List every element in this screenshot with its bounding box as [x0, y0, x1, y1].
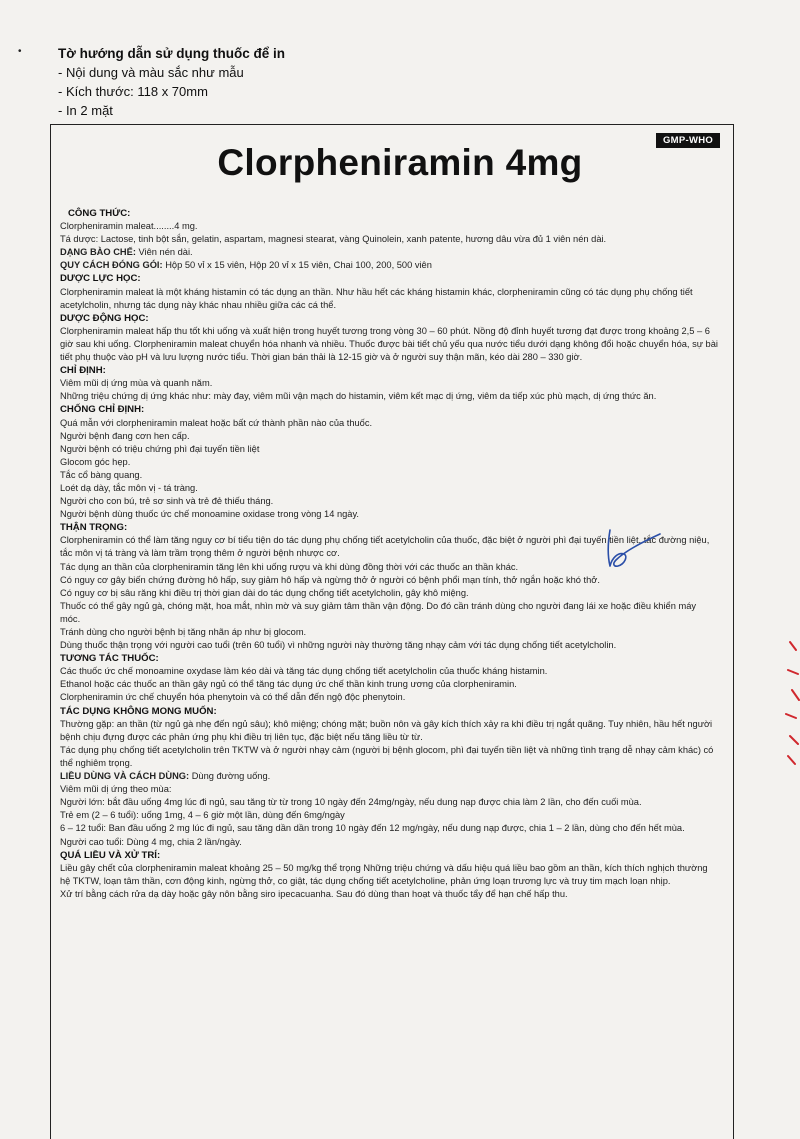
text-line: Ethanol hoặc các thuốc an thần gây ngủ có thể tăng tác dụng ức chế thần kinh trung ương của clorpheniramin.	[60, 679, 517, 690]
text-line: Glocom góc hẹp.	[60, 456, 131, 467]
text-line: tiết phụ thuộc vào pH và lưu lượng nước tiểu. Thời gian bán thải là 12-15 giờ và ở người suy thận mãn, kéo dài 280 – 330 giờ.	[60, 352, 583, 363]
text-line: Người lớn: bắt đầu uống 4mg lúc đi ngủ, sau tăng từ từ trong 10 ngày đến 24mg/ngày, nếu dung nạp được chia làm 2 lần, cho đến cuối mùa.	[60, 797, 642, 808]
red-edge-mark	[780, 640, 800, 770]
print-note-title: Tờ hướng dẫn sử dụng thuốc để in	[58, 46, 285, 61]
text-line: Clorpheniramin maleat hấp thu tốt khi uống và xuất hiện trong huyết tương trong vòng 30 – 60 phút. Nồng độ đỉnh huyết tương đạt được trong khoảng 2,5 – 6	[60, 325, 710, 336]
heading-tuong-tac: TƯƠNG TÁC THUỐC:	[60, 653, 159, 665]
text-line: Viêm mũi dị ứng theo mùa:	[60, 784, 172, 795]
gmp-badge: GMP-WHO	[656, 133, 720, 148]
heading-tac-dung-khong-mong-muon: TÁC DỤNG KHÔNG MONG MUỐN:	[60, 705, 217, 717]
heading-duoc-dong-hoc: DƯỢC ĐỘNG HỌC:	[60, 312, 149, 324]
product-title: Clorpheniramin 4mg	[217, 142, 583, 183]
handwritten-signature	[598, 522, 668, 572]
text-line: giờ sau khi uống. Clorpheniramin maleat chuyển hóa nhanh và nhiều. Thuốc được bài tiết chủ yếu qua nước tiểu dưới dạng không đổi hoặc chuyển hóa, sự bài	[60, 338, 718, 349]
text-line: móc.	[60, 613, 81, 624]
text-line: Tác dụng an thần của clorpheniramin tăng lên khi uống rượu và khi dùng đồng thời với các thuốc an thần khác.	[60, 561, 519, 572]
print-note-line: - In 2 mặt	[58, 103, 113, 118]
quy-cach-row	[60, 259, 730, 272]
text-line: Người cho con bú, trẻ sơ sinh và trẻ đẻ thiếu tháng.	[60, 496, 274, 507]
dot-mark: •	[18, 46, 22, 57]
heading-qua-lieu: QUÁ LIỀU VÀ XỬ TRÍ:	[60, 849, 161, 861]
quy-cach-text: Hộp 50 vỉ x 15 viên, Hộp 20 vỉ x 15 viên, Chai 100, 200, 500 viên	[162, 260, 432, 271]
text-line: Những triệu chứng dị ứng khác như: mày đay, viêm mũi vận mạch do histamin, viêm kết mạc dị ứng, viêm da tiếp xúc phù mạch, dị ứng thức ăn.	[60, 391, 657, 402]
text-line: Người bệnh dùng thuốc ức chế monoamine oxidase trong vòng 14 ngày.	[60, 509, 360, 520]
text-line: Thường gặp: an thần (từ ngủ gà nhẹ đến ngủ sâu); khô miệng; chóng mặt; buồn nôn và gây kích thích xảy ra khi điều trị ngắt quãng. Tuy nhiên, hầu hết người	[60, 718, 713, 729]
heading-quy-cach: QUY CÁCH ĐÓNG GÓI:	[60, 260, 163, 271]
text-line: Loét dạ dày, tắc môn vị - tá tràng.	[60, 482, 198, 493]
text-line: Dùng thuốc thận trọng với người cao tuổi (trên 60 tuổi) vì những người này thường tăng nhạy cảm với tác dụng chống tiết acetylcholin.	[60, 640, 617, 651]
heading-cong-thuc: CÔNG THỨC:	[68, 208, 131, 219]
heading-duoc-luc-hoc: DƯỢC LỰC HỌC:	[60, 273, 141, 285]
text-line: Clorpheniramin ức chế chuyển hóa phenytoin và có thể dẫn đến ngộ độc phenytoin.	[60, 692, 406, 703]
lieu-dung-text: Dùng đường uống.	[189, 771, 271, 782]
text-line: Tá dược: Lactose, tinh bột sắn, gelatin, aspartam, magnesi stearat, vàng Quinolein, xanh patente, hương dâu vừa đủ 1 viên nén dài.	[60, 234, 607, 245]
text-line: Người bệnh có triệu chứng phì đại tuyến tiền liệt	[60, 443, 260, 454]
text-line: Clorpheniramin có thể làm tăng nguy cơ bí tiểu tiện do tác dụng phụ chống tiết acetylcholin của thuốc, đặc biệt ở người phì đại tuyến tiền liệt, tắc đường niệu,	[60, 535, 710, 546]
text-line: Người cao tuổi: Dùng 4 mg, chia 2 lần/ngày.	[60, 836, 242, 847]
dang-bao-che-row	[60, 246, 730, 259]
text-line: Clorpheniramin maleat........4 mg.	[60, 221, 198, 232]
text-line: Tác dụng phụ chống tiết acetylcholin trên TKTW và ở người nhạy cảm (người bị bệnh glocom, phì đại tuyến tiền liệt và những tình trạng dễ nhạy cảm khác) có	[60, 744, 714, 755]
text-line: bệnh chịu đựng được các phản ứng phụ khi điều trị liên tục, đặc biệt nếu tăng liều từ từ.	[60, 731, 423, 742]
text-line: Thuốc có thể gây ngủ gà, chóng mặt, hoa mắt, nhìn mờ và suy giảm tâm thần vận động. Do đó cần tránh dùng cho người đang lái xe hoặc điều khiển máy	[60, 600, 697, 611]
text-line: Xử trí bằng cách rửa dạ dày hoặc gây nôn bằng siro ipecacuanha. Sau đó dùng than hoạt và thuốc tẩy để hạn chế hấp thu.	[60, 888, 568, 899]
text-line: acetylcholin, nhưng tác dụng này khác nhau nhiều giữa các cá thể.	[60, 299, 337, 310]
text-line: Người bệnh đang cơn hen cấp.	[60, 430, 190, 441]
text-line: Viêm mũi dị ứng mùa và quanh năm.	[60, 378, 213, 389]
text-line: 6 – 12 tuổi: Ban đầu uống 2 mg lúc đi ngủ, sau tăng dần dần trong 10 ngày đến 12 mg/ngày, nếu dung nạp được, chia 1 – 2 lần, dùng cho đến hết mùa.	[60, 823, 685, 834]
text-line: hệ TKTW, loạn tâm thần, cơn động kinh, ngừng thở, co giật, tác dụng chống tiết acetylcholine, phản ứng loạn trương lực và truy tim mạch loạn nhịp.	[60, 875, 671, 886]
text-line: Tránh dùng cho người bệnh bị tăng nhãn áp như bị glocom.	[60, 627, 307, 637]
print-note-line: - Nội dung và màu sắc như mẫu	[58, 65, 244, 80]
text-line: tắc môn vị tá tràng và làm trầm trọng thêm ở người bệnh nhược cơ.	[60, 548, 340, 559]
text-line: thể nghiêm trọng.	[60, 757, 133, 768]
print-note-line: - Kích thước: 118 x 70mm	[58, 84, 208, 99]
heading-than-trong: THẬN TRỌNG:	[60, 522, 128, 534]
print-note	[58, 44, 285, 120]
text-line: Có nguy cơ gây biến chứng đường hô hấp, suy giảm hô hấp và ngừng thở ở người có bệnh phổi mạn tính, thở ngắn hoặc khó thở.	[60, 574, 600, 585]
text-line: Các thuốc ức chế monoamine oxydase làm kéo dài và tăng tác dụng chống tiết acetylcholin của thuốc kháng histamin.	[60, 666, 548, 677]
dang-bao-che-text: Viên nén dài.	[135, 247, 193, 258]
heading-chi-dinh: CHỈ ĐỊNH:	[60, 365, 106, 377]
heading-chong-chi-dinh: CHỐNG CHỈ ĐỊNH:	[60, 404, 145, 416]
heading-dang-bao-che: DẠNG BÀO CHẾ:	[60, 247, 136, 258]
text-line: Tắc cổ bàng quang.	[60, 469, 143, 480]
text-line: Có nguy cơ bị sâu răng khi điều trị thời gian dài do tác dụng chống tiết acetylcholin, gây khô miệng.	[60, 587, 469, 598]
text-line: Trẻ em (2 – 6 tuổi): uống 1mg, 4 – 6 giờ một lần, dùng đến 6mg/ngày	[60, 810, 345, 821]
text-line: Quá mẫn với clorpheniramin maleat hoặc bất cứ thành phần nào của thuốc.	[60, 417, 373, 428]
text-line: Liều gây chết của clorpheniramin maleat khoảng 25 – 50 mg/kg thể trọng Những triệu chứng và dấu hiệu quá liều bao gồm an thần, kích thích nghịch thường	[60, 862, 708, 873]
lieu-dung-row	[60, 770, 730, 783]
heading-lieu-dung: LIỀU DÙNG VÀ CÁCH DÙNG:	[60, 771, 190, 782]
text-line: Clorpheniramin maleat là một kháng histamin có tác dụng an thần. Như hầu hết các kháng histamin khác, clorpheniramin cũng có tác dụng phụ chống tiết	[60, 286, 693, 297]
